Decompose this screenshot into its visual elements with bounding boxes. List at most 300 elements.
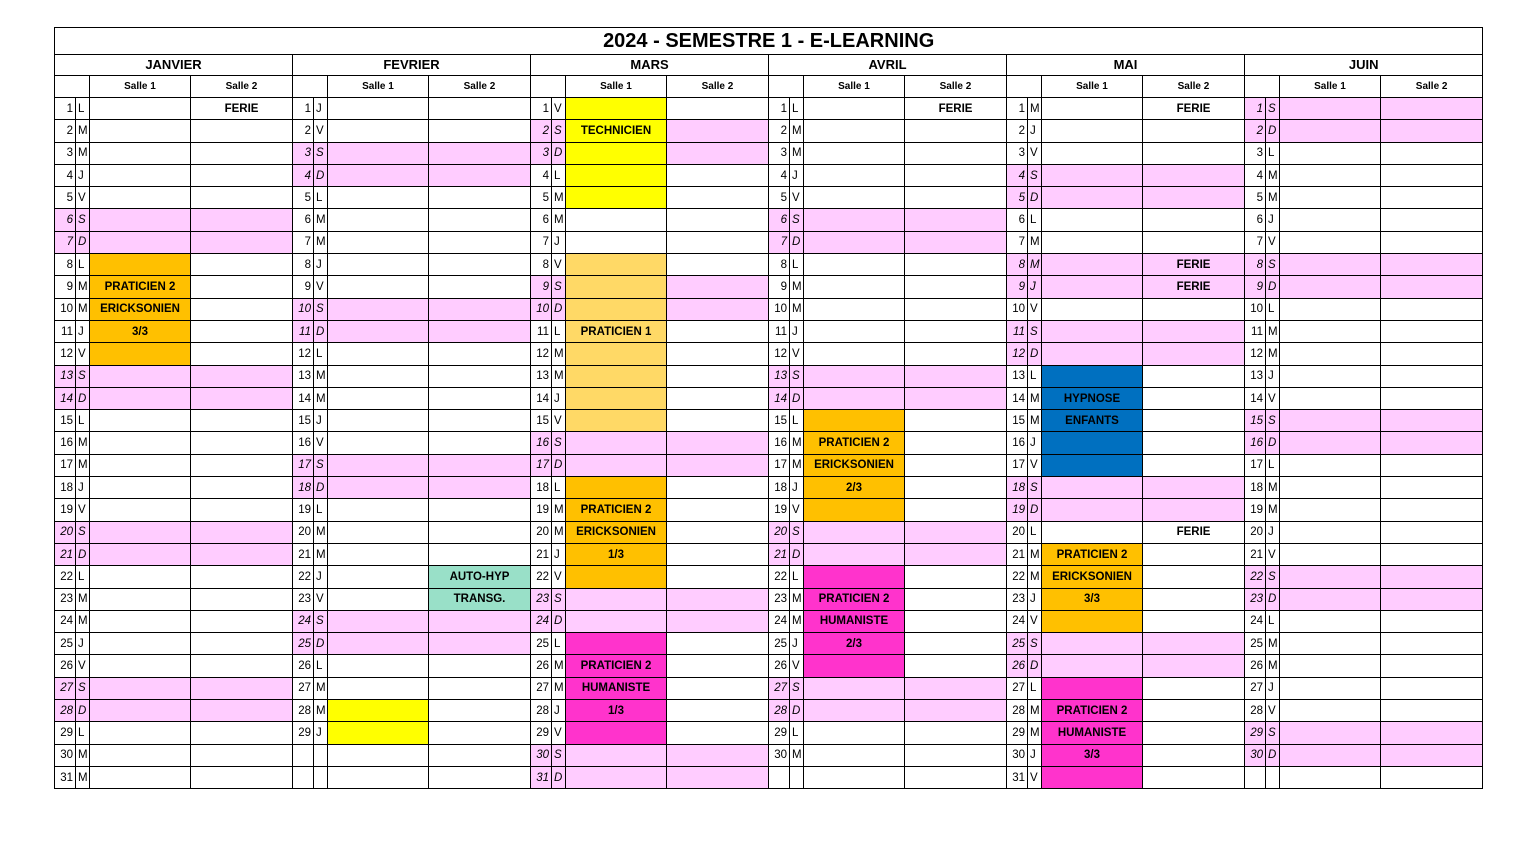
salle-2-cell[interactable] (905, 499, 1007, 521)
salle-1-cell[interactable] (566, 477, 667, 499)
salle-1-cell[interactable] (90, 521, 191, 543)
salle-1-cell[interactable] (566, 410, 667, 432)
salle-2-cell[interactable] (667, 766, 769, 788)
salle-2-cell[interactable] (667, 700, 769, 722)
salle-1-cell[interactable] (804, 231, 905, 253)
salle-1-cell[interactable]: 3/3 (1042, 744, 1143, 766)
salle-1-cell[interactable] (328, 387, 429, 409)
salle-2-cell[interactable] (191, 254, 293, 276)
salle-2-cell[interactable] (905, 276, 1007, 298)
salle-1-cell[interactable] (1280, 477, 1381, 499)
salle-2-cell[interactable] (429, 387, 531, 409)
salle-2-cell[interactable] (1381, 365, 1483, 387)
salle-2-cell[interactable] (1143, 410, 1245, 432)
salle-1-cell[interactable] (566, 633, 667, 655)
salle-2-cell[interactable] (191, 610, 293, 632)
salle-1-cell[interactable] (1280, 610, 1381, 632)
salle-2-cell[interactable] (191, 410, 293, 432)
salle-1-cell[interactable] (804, 365, 905, 387)
salle-2-cell[interactable] (1381, 610, 1483, 632)
salle-1-cell[interactable] (804, 320, 905, 342)
salle-2-cell[interactable] (905, 187, 1007, 209)
salle-2-cell[interactable] (191, 521, 293, 543)
salle-2-cell[interactable] (1381, 432, 1483, 454)
salle-2-cell[interactable] (667, 633, 769, 655)
salle-1-cell[interactable] (804, 700, 905, 722)
salle-1-cell[interactable] (328, 98, 429, 120)
salle-1-cell[interactable]: ERICKSONIEN (566, 521, 667, 543)
salle-1-cell[interactable] (804, 655, 905, 677)
salle-1-cell[interactable] (804, 298, 905, 320)
salle-2-cell[interactable] (429, 477, 531, 499)
salle-1-cell[interactable]: 1/3 (566, 700, 667, 722)
salle-2-cell[interactable] (667, 387, 769, 409)
salle-1-cell[interactable]: ERICKSONIEN (1042, 566, 1143, 588)
salle-2-cell[interactable] (1143, 365, 1245, 387)
salle-2-cell[interactable] (905, 700, 1007, 722)
salle-2-cell[interactable] (1143, 543, 1245, 565)
salle-1-cell[interactable] (328, 209, 429, 231)
salle-1-cell[interactable]: HUMANISTE (804, 610, 905, 632)
salle-2-cell[interactable] (191, 164, 293, 186)
salle-1-cell[interactable] (1042, 454, 1143, 476)
salle-1-cell[interactable]: 3/3 (1042, 588, 1143, 610)
salle-1-cell[interactable] (1280, 566, 1381, 588)
salle-1-cell[interactable] (1042, 343, 1143, 365)
salle-1-cell[interactable]: PRATICIEN 1 (566, 320, 667, 342)
salle-2-cell[interactable] (667, 477, 769, 499)
salle-2-cell[interactable] (905, 454, 1007, 476)
salle-2-cell[interactable] (429, 700, 531, 722)
salle-2-cell[interactable] (1143, 320, 1245, 342)
salle-2-cell[interactable] (1143, 387, 1245, 409)
salle-2-cell[interactable] (1381, 187, 1483, 209)
salle-1-cell[interactable] (1042, 610, 1143, 632)
salle-1-cell[interactable] (90, 231, 191, 253)
salle-1-cell[interactable] (1280, 254, 1381, 276)
salle-1-cell[interactable] (328, 566, 429, 588)
salle-2-cell[interactable]: FERIE (1143, 98, 1245, 120)
salle-1-cell[interactable] (1280, 588, 1381, 610)
salle-1-cell[interactable] (328, 454, 429, 476)
salle-2-cell[interactable] (1381, 722, 1483, 744)
salle-2-cell[interactable] (429, 766, 531, 788)
salle-1-cell[interactable] (90, 365, 191, 387)
salle-2-cell[interactable] (1381, 387, 1483, 409)
salle-2-cell[interactable] (1143, 766, 1245, 788)
salle-1-cell[interactable]: 1/3 (566, 543, 667, 565)
salle-1-cell[interactable] (804, 209, 905, 231)
salle-2-cell[interactable] (905, 209, 1007, 231)
salle-2-cell[interactable] (1381, 499, 1483, 521)
salle-2-cell[interactable] (667, 588, 769, 610)
salle-1-cell[interactable] (90, 209, 191, 231)
salle-1-cell[interactable] (328, 120, 429, 142)
salle-2-cell[interactable] (429, 432, 531, 454)
salle-1-cell[interactable] (566, 365, 667, 387)
salle-1-cell[interactable] (804, 499, 905, 521)
salle-2-cell[interactable] (667, 231, 769, 253)
salle-2-cell[interactable] (429, 677, 531, 699)
salle-2-cell[interactable] (429, 655, 531, 677)
salle-1-cell[interactable] (566, 454, 667, 476)
salle-2-cell[interactable] (1143, 633, 1245, 655)
salle-1-cell[interactable]: HYPNOSE (1042, 387, 1143, 409)
salle-2-cell[interactable] (905, 655, 1007, 677)
salle-1-cell[interactable] (566, 744, 667, 766)
salle-1-cell[interactable] (90, 387, 191, 409)
salle-1-cell[interactable] (804, 410, 905, 432)
salle-2-cell[interactable] (191, 276, 293, 298)
salle-2-cell[interactable] (1143, 120, 1245, 142)
salle-2-cell[interactable]: TRANSG. (429, 588, 531, 610)
salle-2-cell[interactable] (667, 521, 769, 543)
salle-2-cell[interactable] (905, 387, 1007, 409)
salle-2-cell[interactable] (1381, 320, 1483, 342)
salle-1-cell[interactable] (90, 98, 191, 120)
salle-1-cell[interactable]: PRATICIEN 2 (804, 432, 905, 454)
salle-1-cell[interactable] (328, 164, 429, 186)
salle-1-cell[interactable] (1280, 633, 1381, 655)
salle-1-cell[interactable] (328, 588, 429, 610)
salle-1-cell[interactable] (1042, 209, 1143, 231)
salle-1-cell[interactable] (1280, 231, 1381, 253)
salle-2-cell[interactable] (667, 432, 769, 454)
salle-1-cell[interactable] (90, 410, 191, 432)
salle-1-cell[interactable] (804, 120, 905, 142)
salle-1-cell[interactable]: PRATICIEN 2 (1042, 700, 1143, 722)
salle-1-cell[interactable] (328, 320, 429, 342)
salle-1-cell[interactable] (90, 187, 191, 209)
salle-2-cell[interactable] (429, 521, 531, 543)
salle-1-cell[interactable] (566, 766, 667, 788)
salle-1-cell[interactable] (328, 543, 429, 565)
salle-1-cell[interactable] (1280, 387, 1381, 409)
salle-1-cell[interactable]: PRATICIEN 2 (1042, 543, 1143, 565)
salle-1-cell[interactable] (566, 298, 667, 320)
salle-1-cell[interactable] (90, 633, 191, 655)
salle-1-cell[interactable] (328, 722, 429, 744)
salle-2-cell[interactable] (191, 454, 293, 476)
salle-1-cell[interactable] (328, 343, 429, 365)
salle-1-cell[interactable]: HUMANISTE (1042, 722, 1143, 744)
salle-2-cell[interactable]: FERIE (1143, 276, 1245, 298)
salle-2-cell[interactable] (1143, 164, 1245, 186)
salle-1-cell[interactable] (804, 521, 905, 543)
salle-1-cell[interactable] (566, 187, 667, 209)
salle-2-cell[interactable] (191, 387, 293, 409)
salle-2-cell[interactable] (429, 231, 531, 253)
salle-2-cell[interactable] (1381, 231, 1483, 253)
salle-2-cell[interactable] (1143, 298, 1245, 320)
salle-1-cell[interactable] (90, 722, 191, 744)
salle-1-cell[interactable] (566, 343, 667, 365)
salle-2-cell[interactable] (905, 521, 1007, 543)
salle-2-cell[interactable] (1381, 566, 1483, 588)
salle-2-cell[interactable] (1143, 499, 1245, 521)
salle-1-cell[interactable] (328, 432, 429, 454)
salle-2-cell[interactable] (191, 588, 293, 610)
salle-1-cell[interactable] (804, 543, 905, 565)
salle-2-cell[interactable] (1143, 722, 1245, 744)
salle-2-cell[interactable] (667, 276, 769, 298)
salle-2-cell[interactable] (1381, 276, 1483, 298)
salle-1-cell[interactable] (90, 499, 191, 521)
salle-2-cell[interactable] (1381, 655, 1483, 677)
salle-1-cell[interactable] (566, 98, 667, 120)
salle-1-cell[interactable] (1042, 655, 1143, 677)
salle-2-cell[interactable] (1381, 633, 1483, 655)
salle-1-cell[interactable] (1280, 521, 1381, 543)
salle-1-cell[interactable]: HUMANISTE (566, 677, 667, 699)
salle-1-cell[interactable] (90, 343, 191, 365)
salle-1-cell[interactable] (566, 610, 667, 632)
salle-2-cell[interactable] (191, 722, 293, 744)
salle-1-cell[interactable] (1042, 365, 1143, 387)
salle-1-cell[interactable] (1042, 142, 1143, 164)
salle-1-cell[interactable] (1280, 164, 1381, 186)
salle-2-cell[interactable] (905, 142, 1007, 164)
salle-2-cell[interactable] (905, 477, 1007, 499)
salle-2-cell[interactable] (429, 298, 531, 320)
salle-1-cell[interactable] (328, 254, 429, 276)
salle-2-cell[interactable] (667, 98, 769, 120)
salle-2-cell[interactable] (667, 454, 769, 476)
salle-2-cell[interactable] (1381, 477, 1483, 499)
salle-1-cell[interactable] (328, 187, 429, 209)
salle-2-cell[interactable] (905, 164, 1007, 186)
salle-2-cell[interactable] (905, 432, 1007, 454)
salle-2-cell[interactable] (1381, 700, 1483, 722)
salle-2-cell[interactable] (905, 365, 1007, 387)
salle-2-cell[interactable] (1381, 120, 1483, 142)
salle-2-cell[interactable] (429, 633, 531, 655)
salle-2-cell[interactable] (429, 142, 531, 164)
salle-2-cell[interactable] (905, 120, 1007, 142)
salle-2-cell[interactable] (667, 566, 769, 588)
salle-2-cell[interactable] (191, 231, 293, 253)
salle-1-cell[interactable]: ENFANTS (1042, 410, 1143, 432)
salle-1-cell[interactable] (90, 164, 191, 186)
salle-1-cell[interactable] (804, 98, 905, 120)
salle-2-cell[interactable] (667, 744, 769, 766)
salle-1-cell[interactable] (1280, 766, 1381, 788)
salle-2-cell[interactable] (1143, 343, 1245, 365)
salle-2-cell[interactable] (667, 722, 769, 744)
salle-1-cell[interactable] (328, 410, 429, 432)
salle-2-cell[interactable]: FERIE (1143, 254, 1245, 276)
salle-2-cell[interactable] (667, 209, 769, 231)
salle-2-cell[interactable] (1381, 410, 1483, 432)
salle-1-cell[interactable] (90, 454, 191, 476)
salle-2-cell[interactable] (191, 298, 293, 320)
salle-1-cell[interactable] (1042, 298, 1143, 320)
salle-2-cell[interactable] (905, 343, 1007, 365)
salle-1-cell[interactable] (90, 610, 191, 632)
salle-1-cell[interactable] (1280, 432, 1381, 454)
salle-1-cell[interactable] (328, 521, 429, 543)
salle-2-cell[interactable] (905, 231, 1007, 253)
salle-2-cell[interactable] (905, 298, 1007, 320)
salle-2-cell[interactable] (1381, 521, 1483, 543)
salle-2-cell[interactable] (191, 365, 293, 387)
salle-1-cell[interactable] (90, 677, 191, 699)
salle-1-cell[interactable] (1042, 633, 1143, 655)
salle-2-cell[interactable] (1143, 588, 1245, 610)
salle-1-cell[interactable] (1280, 365, 1381, 387)
salle-2-cell[interactable] (1381, 164, 1483, 186)
salle-1-cell[interactable] (1042, 254, 1143, 276)
salle-2-cell[interactable] (191, 744, 293, 766)
salle-2-cell[interactable] (1381, 766, 1483, 788)
salle-2-cell[interactable] (1143, 566, 1245, 588)
salle-2-cell[interactable] (667, 164, 769, 186)
salle-1-cell[interactable] (1280, 120, 1381, 142)
salle-2-cell[interactable] (1143, 677, 1245, 699)
salle-1-cell[interactable] (1280, 543, 1381, 565)
salle-2-cell[interactable] (191, 477, 293, 499)
salle-2-cell[interactable]: FERIE (905, 98, 1007, 120)
salle-1-cell[interactable]: 3/3 (90, 320, 191, 342)
salle-1-cell[interactable] (328, 231, 429, 253)
salle-2-cell[interactable] (429, 722, 531, 744)
salle-2-cell[interactable] (667, 320, 769, 342)
salle-1-cell[interactable] (1042, 432, 1143, 454)
salle-1-cell[interactable] (804, 722, 905, 744)
salle-2-cell[interactable] (905, 633, 1007, 655)
salle-2-cell[interactable] (1143, 477, 1245, 499)
salle-2-cell[interactable] (667, 298, 769, 320)
salle-1-cell[interactable] (1042, 164, 1143, 186)
salle-2-cell[interactable]: FERIE (1143, 521, 1245, 543)
salle-1-cell[interactable] (1280, 499, 1381, 521)
salle-2-cell[interactable] (667, 677, 769, 699)
salle-1-cell[interactable] (1280, 677, 1381, 699)
salle-2-cell[interactable] (429, 209, 531, 231)
salle-1-cell[interactable] (1042, 276, 1143, 298)
salle-2-cell[interactable] (905, 410, 1007, 432)
salle-1-cell[interactable] (328, 633, 429, 655)
salle-2-cell[interactable] (429, 543, 531, 565)
salle-1-cell[interactable] (804, 387, 905, 409)
salle-2-cell[interactable] (429, 610, 531, 632)
salle-1-cell[interactable] (804, 276, 905, 298)
salle-1-cell[interactable] (90, 120, 191, 142)
salle-1-cell[interactable] (90, 588, 191, 610)
salle-1-cell[interactable] (1042, 499, 1143, 521)
salle-2-cell[interactable] (905, 766, 1007, 788)
salle-1-cell[interactable] (328, 766, 429, 788)
salle-2-cell[interactable] (1143, 655, 1245, 677)
salle-2-cell[interactable] (667, 610, 769, 632)
salle-2-cell[interactable] (667, 142, 769, 164)
salle-1-cell[interactable] (90, 477, 191, 499)
salle-1-cell[interactable] (328, 365, 429, 387)
salle-1-cell[interactable]: ERICKSONIEN (804, 454, 905, 476)
salle-1-cell[interactable] (328, 610, 429, 632)
salle-1-cell[interactable] (90, 432, 191, 454)
salle-2-cell[interactable] (667, 120, 769, 142)
salle-2-cell[interactable] (1143, 744, 1245, 766)
salle-2-cell[interactable] (1143, 610, 1245, 632)
salle-2-cell[interactable] (191, 499, 293, 521)
salle-2-cell[interactable] (667, 655, 769, 677)
salle-2-cell[interactable] (429, 744, 531, 766)
salle-1-cell[interactable] (1280, 276, 1381, 298)
salle-2-cell[interactable] (905, 610, 1007, 632)
salle-2-cell[interactable] (429, 276, 531, 298)
salle-1-cell[interactable] (1042, 766, 1143, 788)
salle-1-cell[interactable] (804, 744, 905, 766)
salle-2-cell[interactable] (191, 142, 293, 164)
salle-2-cell[interactable] (191, 120, 293, 142)
salle-2-cell[interactable] (191, 655, 293, 677)
salle-1-cell[interactable] (566, 566, 667, 588)
salle-2-cell[interactable] (667, 543, 769, 565)
salle-1-cell[interactable] (566, 387, 667, 409)
salle-1-cell[interactable]: 2/3 (804, 633, 905, 655)
salle-2-cell[interactable] (1143, 700, 1245, 722)
salle-1-cell[interactable] (90, 566, 191, 588)
salle-1-cell[interactable] (1280, 744, 1381, 766)
salle-1-cell[interactable] (566, 254, 667, 276)
salle-1-cell[interactable] (1042, 120, 1143, 142)
salle-2-cell[interactable] (191, 677, 293, 699)
salle-2-cell[interactable]: AUTO-HYP (429, 566, 531, 588)
salle-1-cell[interactable] (328, 677, 429, 699)
salle-2-cell[interactable] (667, 499, 769, 521)
salle-2-cell[interactable] (429, 320, 531, 342)
salle-2-cell[interactable] (1381, 98, 1483, 120)
salle-1-cell[interactable] (328, 276, 429, 298)
salle-2-cell[interactable] (667, 254, 769, 276)
salle-1-cell[interactable] (566, 432, 667, 454)
salle-2-cell[interactable] (1381, 677, 1483, 699)
salle-1-cell[interactable] (1280, 410, 1381, 432)
salle-1-cell[interactable] (328, 499, 429, 521)
salle-1-cell[interactable] (1280, 209, 1381, 231)
salle-1-cell[interactable] (1280, 700, 1381, 722)
salle-2-cell[interactable] (429, 98, 531, 120)
salle-2-cell[interactable] (667, 343, 769, 365)
salle-2-cell[interactable] (905, 543, 1007, 565)
salle-1-cell[interactable] (1280, 722, 1381, 744)
salle-2-cell[interactable] (191, 543, 293, 565)
salle-2-cell[interactable] (429, 410, 531, 432)
salle-1-cell[interactable] (804, 254, 905, 276)
salle-1-cell[interactable] (566, 276, 667, 298)
salle-1-cell[interactable] (1280, 187, 1381, 209)
salle-2-cell[interactable] (1143, 209, 1245, 231)
salle-1-cell[interactable] (804, 677, 905, 699)
salle-2-cell[interactable] (191, 566, 293, 588)
salle-2-cell[interactable] (667, 365, 769, 387)
salle-2-cell[interactable] (429, 343, 531, 365)
salle-2-cell[interactable] (191, 633, 293, 655)
salle-1-cell[interactable] (90, 766, 191, 788)
salle-1-cell[interactable] (328, 655, 429, 677)
salle-1-cell[interactable] (566, 588, 667, 610)
salle-2-cell[interactable] (905, 722, 1007, 744)
salle-2-cell[interactable] (429, 120, 531, 142)
salle-1-cell[interactable]: TECHNICIEN (566, 120, 667, 142)
salle-1-cell[interactable]: PRATICIEN 2 (804, 588, 905, 610)
salle-1-cell[interactable] (1042, 187, 1143, 209)
salle-1-cell[interactable] (566, 142, 667, 164)
salle-1-cell[interactable] (566, 231, 667, 253)
salle-1-cell[interactable] (804, 343, 905, 365)
salle-2-cell[interactable] (191, 187, 293, 209)
